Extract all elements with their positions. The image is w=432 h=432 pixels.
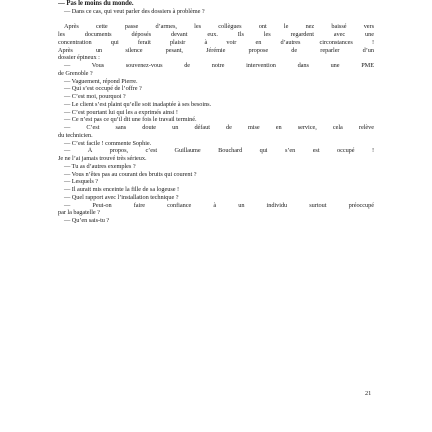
text-line: Après cette passe d’armes, les collègues ont le nez baissé vers: [64, 23, 374, 31]
text-line: — C’est moi, pourquoi ?: [64, 93, 126, 100]
text-line: — Pas le moins du monde.: [58, 0, 134, 7]
text-line: — Quel rapport avec l’installation technique ?: [64, 193, 179, 201]
text-line: — Le client s’est plaint qu’elle soit inadaptée à ses besoins.: [64, 100, 212, 108]
text-line: — Lesquels ?: [64, 178, 99, 186]
body-text: [58, 0, 374, 225]
text-line: — Vous souvenez-vous de notre intervention dans une PME: [64, 62, 374, 69]
page-number: 21: [365, 390, 372, 397]
text-line: — Qui s’est occupé de l’offre ?: [64, 85, 142, 93]
text-line: — C’est pourtant lui qui les a exprimés ainsi !: [64, 108, 178, 116]
text-line: — C’est facile ! commente Sophie.: [64, 139, 152, 147]
text-line: Je ne l’ai jamais trouvé très sérieux.: [58, 155, 147, 162]
text-line: — Tu as d’autres exemples ?: [64, 162, 136, 170]
text-line: dossier épineux :: [58, 54, 100, 62]
text-line: — Dans ce cas, qui veut parler des dossiers à problème ?: [64, 7, 205, 15]
text-line: — Peut-on faire confiance à un individu surtout préoccupé: [64, 201, 374, 209]
text-line: Après un silence pesant, Jérémie propose de reparler d’un: [58, 46, 374, 54]
text-line: par la bagatelle ?: [58, 209, 100, 217]
text-line: de Grenoble ?: [58, 69, 93, 77]
paragraph-gap: [58, 16, 374, 24]
text-line: les documents déposés devant eux. Ils les regardent avec une: [58, 31, 374, 38]
text-line: — Vaguement, répond Pierre.: [64, 77, 138, 85]
text-line: — Ce n’est pas ce qu’il dit une fois le travail terminé.: [64, 116, 197, 124]
text-line: — Qu’en sais-tu ?: [64, 217, 110, 224]
text-line: — C’est sans doute un défaut de mise en service, cela relève: [64, 124, 374, 131]
text-line: — Vous n’êtes pas au courant des bruits qui courent ?: [64, 170, 197, 178]
text-line: — Il aurait mis enceinte la fille de sa logeuse !: [64, 186, 180, 193]
text-line: concentration qui ferait plaisir à voir en d’autres circonstances !: [58, 38, 374, 46]
text-line: du technicien.: [58, 131, 93, 139]
text-line: — À propos, c’est Guillaume Bouchard qui s’en est occupé !: [64, 147, 374, 155]
